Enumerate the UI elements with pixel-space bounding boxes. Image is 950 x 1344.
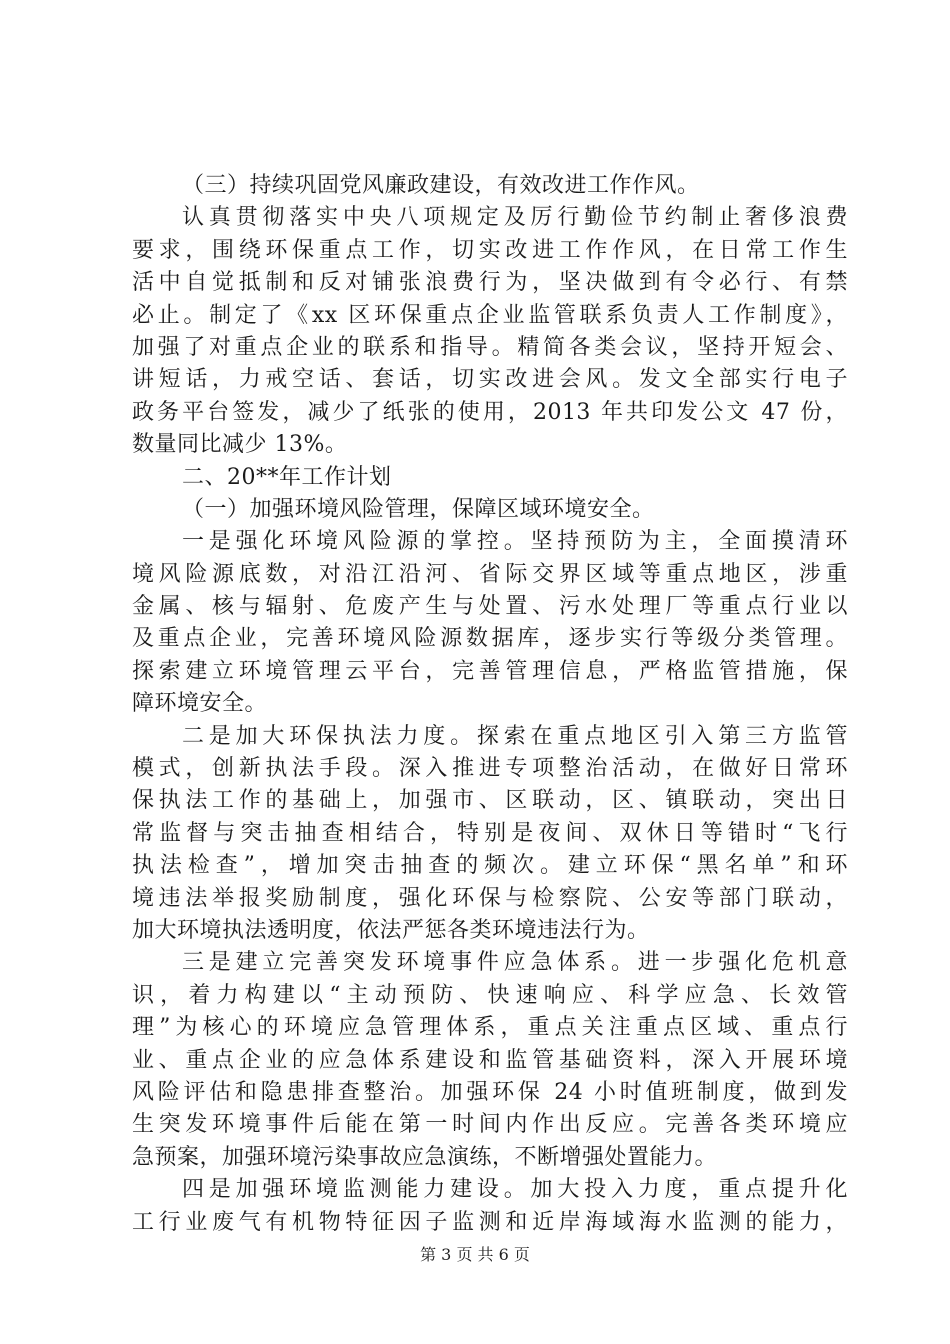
paragraph-line: 理”为核心的环境应急管理体系，重点关注重点区域、重点行 [132,1015,848,1041]
paragraph-line: 执法检查”，增加突击抽查的频次。建立环保“黑名单”和环 [132,853,848,879]
paragraph-line: 探索建立环境管理云平台，完善管理信息，严格监管措施，保 [132,658,848,684]
paragraph-line: 及重点企业，完善环境风险源数据库，逐步实行等级分类管理。 [132,626,848,652]
paragraph-line: 模式，创新执法手段。深入推进专项整治活动，在做好日常环 [132,756,848,782]
paragraph-line: 活中自觉抵制和反对铺张浪费行为，坚决做到有令必行、有禁 [132,270,848,296]
paragraph-line: 生突发环境事件后能在第一时间内作出反应。完善各类环境应 [132,1112,848,1138]
paragraph-line: 加大环境执法透明度，依法严惩各类环境违法行为。 [132,917,650,943]
paragraph-line: 识，着力构建以“主动预防、快速响应、科学应急、长效管 [132,982,848,1008]
paragraph-line: 一是强化环境风险源的掌控。坚持预防为主，全面摸清环 [182,529,848,555]
paragraph-line: 障环境安全。 [132,691,268,717]
paragraph-line: 业、重点企业的应急体系建设和监管基础资料，深入开展环境 [132,1047,848,1073]
paragraph-line: 要求，围绕环保重点工作，切实改进工作作风，在日常工作生 [132,237,848,263]
paragraph-line: 急预案，加强环境污染事故应急演练，不断增强处置能力。 [132,1144,718,1170]
paragraph-line: 境风险源底数，对沿江沿河、省际交界区域等重点地区，涉重 [132,561,848,587]
paragraph-line: 认真贯彻落实中央八项规定及厉行勤俭节约制止奢侈浪费 [182,205,848,231]
paragraph-line: 风险评估和隐患排查整治。加强环保 24 小时值班制度，做到发 [132,1079,848,1105]
paragraph-line: 加强了对重点企业的联系和指导。精简各类会议，坚持开短会、 [132,334,848,360]
section-heading: 二、20**年工作计划 [182,464,392,490]
page-footer: 第 3 页 共 6 页 [420,1245,530,1264]
paragraph-line: 工行业废气有机物特征因子监测和近岸海域海水监测的能力， [132,1209,848,1235]
paragraph-line: 二是加大环保执法力度。探索在重点地区引入第三方监管 [182,723,848,749]
section-heading: （三）持续巩固党风廉政建设，有效改进工作作风。 [182,173,700,198]
paragraph-line: 四是加强环境监测能力建设。加大投入力度，重点提升化 [182,1177,848,1203]
paragraph-line: 常监督与突击抽查相结合，特别是夜间、双休日等错时“飞行 [132,820,848,846]
paragraph-line: 政务平台签发，减少了纸张的使用，2013 年共印发公文 47 份， [132,399,848,425]
paragraph-line: 保执法工作的基础上，加强市、区联动，区、镇联动，突出日 [132,788,848,814]
paragraph-line: 三是建立完善突发环境事件应急体系。进一步强化危机意 [182,950,848,976]
paragraph-line: 讲短话，力戒空话、套话，切实改进会风。发文全部实行电子 [132,367,848,393]
document-body [132,170,848,1239]
paragraph-line: 必止。制定了《xx 区环保重点企业监管联系负责人工作制度》， [132,302,848,328]
paragraph-line: 境违法举报奖励制度，强化环保与检察院、公安等部门联动， [132,885,848,911]
section-heading: （一）加强环境风险管理，保障区域环境安全。 [182,496,655,522]
paragraph-line: 金属、核与辐射、危废产生与处置、污水处理厂等重点行业以 [132,594,848,620]
paragraph-line: 数量同比减少 13%。 [132,432,348,458]
